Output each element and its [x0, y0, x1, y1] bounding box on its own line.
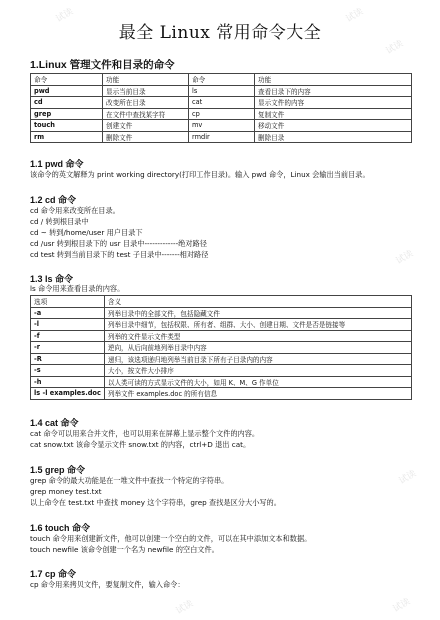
- table-cell: pwd: [31, 85, 103, 97]
- watermark: 试读: [394, 248, 416, 267]
- watermark: 试读: [174, 598, 196, 617]
- watermark: 试读: [54, 6, 76, 25]
- table-cell: -a: [31, 307, 105, 319]
- table-cell: 删除目录: [255, 131, 412, 143]
- table-cell: 显示当前目录: [103, 85, 189, 97]
- paragraph-line: 该命令的英文解释为 print working directory(打印工作目录)。输入 pwd 命令，Linux 会输出当前目录。: [30, 170, 370, 179]
- paragraph-line: ls 命令用来查看目录的内容。: [30, 284, 125, 293]
- command-table: [30, 73, 412, 143]
- subsection-heading: 1.6 touch 命令: [30, 523, 91, 533]
- subsection-heading: 1.7 cp 命令: [30, 569, 77, 579]
- table-cell: 移动文件: [255, 120, 412, 132]
- subsection-heading: 1.4 cat 命令: [30, 418, 79, 428]
- section-heading: 1.Linux 管理文件和目录的命令: [30, 59, 175, 71]
- table-cell: 列举的文件显示文件类型: [104, 330, 411, 342]
- table-cell: 查看目录下的内容: [255, 85, 412, 97]
- subsection-heading: 1.3 ls 命令: [30, 274, 74, 284]
- paragraph-line: cat snow.txt 该命令显示文件 snow.txt 的内容，ctrl+D 退出 cat。: [30, 440, 251, 449]
- table-cell: cd: [31, 97, 103, 109]
- table-row: [31, 376, 412, 388]
- table-row: [31, 120, 412, 132]
- table-cell: cat: [189, 97, 255, 109]
- table-row: [31, 97, 412, 109]
- table-row: [31, 307, 412, 319]
- paragraph-line: cd / 转到根目录中: [30, 217, 89, 226]
- table-cell: 递归，该选项递归地列举当前目录下所有子目录内的内容: [104, 353, 411, 365]
- paragraph-line: touch newfile 该命令创建一个名为 newfile 的空白文件。: [30, 545, 219, 554]
- paragraph-line: touch 命令用来创建新文件，他可以创建一个空白的文件，可以在其中添加文本和数据。: [30, 534, 312, 543]
- subsection-heading: 1.1 pwd 命令: [30, 159, 84, 169]
- paragraph-line: cd ~ 转到/home/user 用户目录下: [30, 228, 143, 237]
- paragraph-line: cd 命令用来改变所在目录。: [30, 206, 120, 215]
- table-cell: -f: [31, 330, 105, 342]
- paragraph-line: cd test 转到当前目录下的 test 子目录中-------相对路径: [30, 250, 209, 259]
- table-cell: ls: [189, 85, 255, 97]
- table-cell: 列举文件 examples.doc 的所有信息: [104, 388, 411, 400]
- table-header-cell: 命令: [189, 74, 255, 86]
- table-row: [31, 131, 412, 143]
- table-row: [31, 330, 412, 342]
- paragraph-line: cd /usr 转到根目录下的 usr 目录中-------------绝对路径: [30, 239, 207, 248]
- watermark: 试读: [344, 6, 366, 25]
- table-row: [31, 388, 412, 400]
- paragraph-line: cp 命令用来拷贝文件，要复制文件，输入命令：: [30, 580, 185, 589]
- table-cell: 列举目录中细节，包括权限、所有者、组群、大小、创建日期、文件是否是链接等: [104, 319, 411, 331]
- table-cell: 大小，按文件大小排序: [104, 365, 411, 377]
- subsection-heading: 1.2 cd 命令: [30, 195, 77, 205]
- paragraph-line: cat 命令可以用来合并文件，也可以用来在屏幕上显示整个文件的内容。: [30, 429, 260, 438]
- table-cell: rm: [31, 131, 103, 143]
- table-row: [31, 319, 412, 331]
- table-cell: ls -l examples.doc: [31, 388, 105, 400]
- watermark: 试读: [384, 38, 406, 57]
- table-header-cell: 命令: [31, 74, 103, 86]
- table-cell: 复制文件: [255, 108, 412, 120]
- table-cell: -s: [31, 365, 105, 377]
- table-cell: 在文件中查找某字符: [103, 108, 189, 120]
- table-row: [31, 108, 412, 120]
- table-cell: 创建文件: [103, 120, 189, 132]
- table-cell: 改变所在目录: [103, 97, 189, 109]
- table-cell: -l: [31, 319, 105, 331]
- table-cell: 删除文件: [103, 131, 189, 143]
- table-header-row: [31, 74, 412, 86]
- table-cell: -R: [31, 353, 105, 365]
- table-header-cell: 选项: [31, 296, 105, 308]
- paragraph-line: 以上命令在 test.txt 中查找 money 这个字符串，grep 查找是区分大小写的。: [30, 498, 281, 507]
- table-header-cell: 功能: [255, 74, 412, 86]
- table-cell: 列举目录中的全部文件，包括隐藏文件: [104, 307, 411, 319]
- table-header-cell: 含义: [104, 296, 411, 308]
- watermark: 试读: [391, 596, 413, 615]
- table-header-row: [31, 296, 412, 308]
- watermark: 试读: [397, 468, 419, 487]
- page-title: 最全 Linux 常用命令大全: [118, 23, 322, 43]
- paragraph-line: grep 命令的最大功能是在一堆文件中查找一个特定的字符串。: [30, 476, 229, 485]
- table-cell: 显示文件的内容: [255, 97, 412, 109]
- table-cell: -h: [31, 376, 105, 388]
- table-header-cell: 功能: [103, 74, 189, 86]
- table-row: [31, 365, 412, 377]
- table-cell: -r: [31, 342, 105, 354]
- table-cell: 以人类可读的方式显示文件的大小，如用 K、M、G 作单位: [104, 376, 411, 388]
- table-cell: cp: [189, 108, 255, 120]
- table-cell: 逆向，从后向前地列举目录中内容: [104, 342, 411, 354]
- table-row: [31, 342, 412, 354]
- table-cell: rmdir: [189, 131, 255, 143]
- subsection-heading: 1.5 grep 命令: [30, 465, 86, 475]
- options-table: [30, 295, 412, 400]
- table-cell: touch: [31, 120, 103, 132]
- paragraph-line: grep money test.txt: [30, 487, 102, 496]
- table-cell: mv: [189, 120, 255, 132]
- table-row: [31, 85, 412, 97]
- table-row: [31, 353, 412, 365]
- table-cell: grep: [31, 108, 103, 120]
